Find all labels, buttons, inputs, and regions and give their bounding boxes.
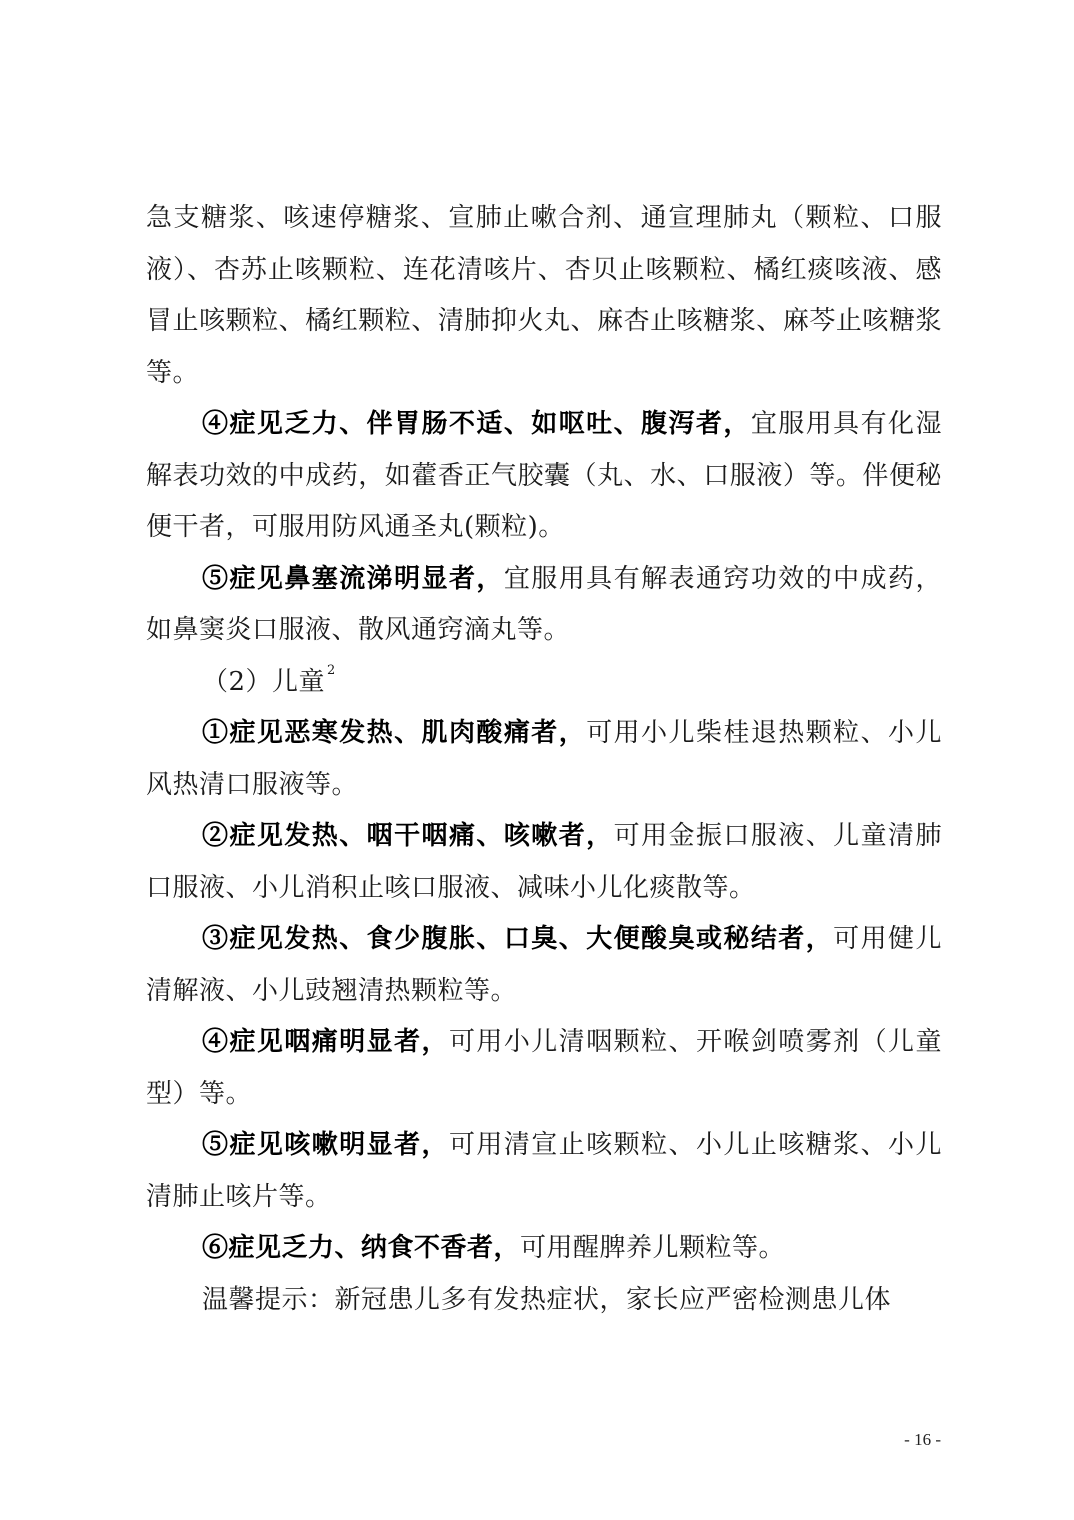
item-lead: ⑤症见鼻塞流涕明显者，: [202, 563, 504, 594]
item-lead: ②症见发热、咽干咽痛、咳嗽者，: [202, 821, 614, 851]
tip-paragraph: 温馨提示：新冠患儿多有发热症状，家长应严密检测患儿体: [202, 1284, 892, 1315]
children-item-1: [146, 708, 942, 811]
children-item-3: [146, 914, 942, 1017]
children-heading-text: （2）儿童: [202, 666, 326, 697]
footnote-marker: 2: [327, 662, 336, 678]
item-text: 可用小儿清咽颗粒、开喉剑喷雾剂（儿童型）等。: [146, 1027, 942, 1109]
continuation-paragraph: 急支糖浆、咳速停糖浆、宣肺止嗽合剂、通宣理肺丸（颗粒、口服液）、杏苏止咳颗粒、连花清咳片、杏贝止咳颗粒、橘红痰咳液、感冒止咳颗粒、橘红颗粒、清肺抑火丸、麻杏止咳糖浆、麻芩止咳糖浆等。: [146, 203, 942, 388]
item-lead: ③症见发热、食少腹胀、口臭、大便酸臭或秘结者，: [202, 924, 834, 954]
adult-item-5: [146, 554, 942, 657]
item-text: 可用健儿清解液、小儿豉翘清热颗粒等。: [146, 924, 942, 1006]
children-item-5: [146, 1120, 942, 1223]
item-lead: ④症见咽痛明显者，: [202, 1027, 449, 1057]
children-item-2: [146, 811, 942, 914]
children-item-6: [146, 1223, 942, 1275]
item-text: 宜服用具有解表通窍功效的中成药，如鼻窦炎口服液、散风通窍滴丸等。: [146, 563, 942, 645]
item-text: 可用清宣止咳颗粒、小儿止咳糖浆、小儿清肺止咳片等。: [146, 1130, 942, 1212]
children-item-4: [146, 1017, 942, 1120]
item-lead: ⑥症见乏力、纳食不香者，: [202, 1233, 521, 1263]
item-text: 可用醒脾养儿颗粒等。: [520, 1233, 786, 1263]
page-number: - 16 -: [904, 1430, 941, 1449]
document-body: [146, 193, 942, 1326]
item-text: 可用小儿柴桂退热颗粒、小儿风热清口服液等。: [146, 718, 942, 800]
item-text: 可用金振口服液、儿童清肺口服液、小儿消积止咳口服液、减味小儿化痰散等。: [146, 821, 942, 903]
item-lead: ①症见恶寒发热、肌肉酸痛者，: [202, 718, 587, 748]
item-text: 宜服用具有化湿解表功效的中成药，如藿香正气胶囊（丸、水、口服液）等。伴便秘便干者，可服用防风通圣丸(颗粒)。: [146, 409, 942, 542]
item-lead: ④症见乏力、伴胃肠不适、如呕吐、腹泻者，: [202, 409, 751, 439]
item-lead: ⑤症见咳嗽明显者，: [202, 1130, 449, 1160]
children-heading: [146, 657, 942, 709]
adult-item-4: [146, 399, 942, 554]
